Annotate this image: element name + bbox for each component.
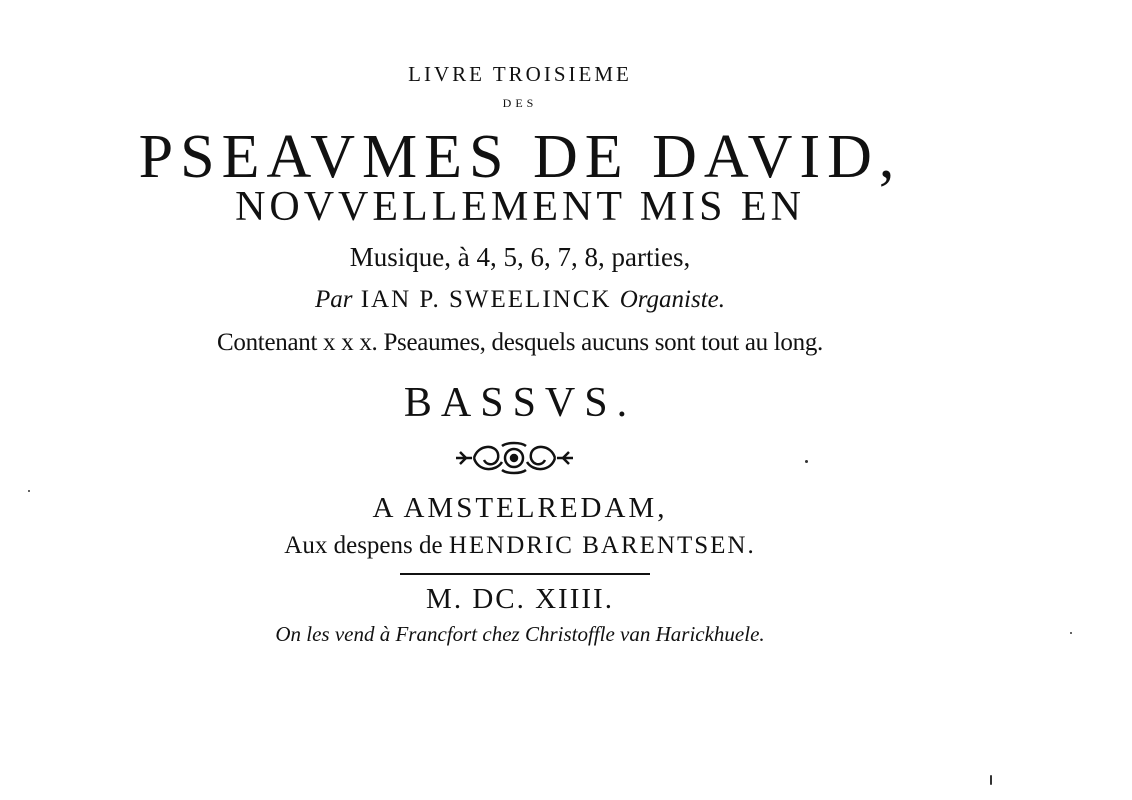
speck bbox=[1070, 632, 1072, 634]
contents-line: Contenant x x x. Pseaumes, desquels aucuns sont tout au long. bbox=[217, 329, 823, 356]
voices-line: Musique, à 4, 5, 6, 7, 8, parties, bbox=[349, 242, 691, 272]
subtitle: NOVVELLEMENT MIS EN bbox=[235, 184, 805, 230]
voice-part: BASSVS. bbox=[403, 380, 637, 426]
author-prefix: Par bbox=[314, 286, 353, 313]
distribution-line: On les vend à Francfort chez Christoffle van Harickhuele. bbox=[275, 622, 765, 646]
main-title: PSEAVMES DE DAVID, bbox=[138, 123, 902, 191]
title-des: DES bbox=[502, 96, 538, 110]
speck bbox=[805, 460, 808, 463]
publisher-prefix: Aux despens de bbox=[284, 532, 443, 559]
speck bbox=[990, 775, 992, 785]
place: A AMSTELREDAM, bbox=[372, 492, 668, 524]
author-role: Organiste. bbox=[619, 286, 726, 313]
year: M. DC. XIIII. bbox=[426, 583, 614, 615]
author-name: IAN P. SWEELINCK bbox=[360, 286, 612, 313]
author-line bbox=[0, 287, 1040, 312]
book-number: LIVRE TROISIEME bbox=[408, 62, 632, 86]
ornament-icon bbox=[452, 438, 577, 478]
publisher-name: HENDRIC BARENTSEN. bbox=[448, 532, 756, 559]
speck bbox=[28, 490, 30, 492]
publisher-line bbox=[0, 533, 1040, 558]
divider-rule bbox=[400, 573, 650, 575]
